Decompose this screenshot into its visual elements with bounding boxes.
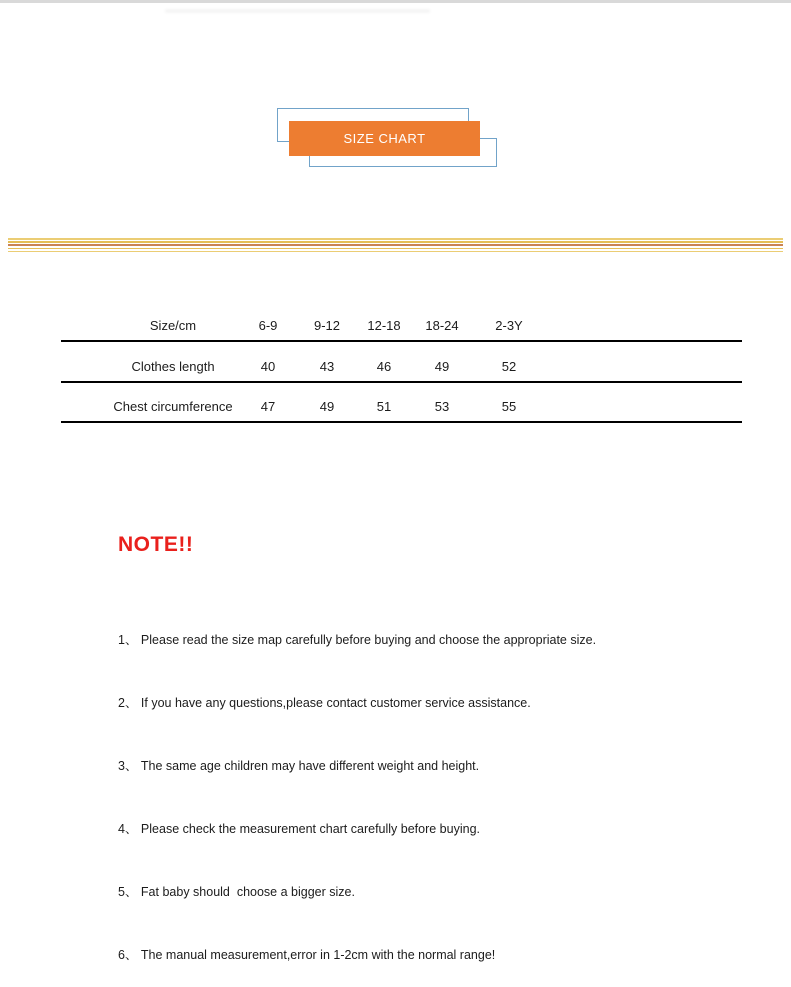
note-item: 1、 Please read the size map carefully before buying and choose the appropriate size.: [118, 633, 597, 647]
table-cell: Chest circumference: [113, 399, 233, 414]
note-item: 3、 The same age children may have different weight and height.: [118, 759, 480, 773]
table-row: [61, 342, 742, 383]
gold-divider: [8, 238, 783, 252]
table-cell: Clothes length: [131, 359, 215, 374]
top-crop-strip: [0, 0, 791, 3]
table-cell: 47: [260, 399, 276, 414]
divider-line: [8, 241, 783, 243]
size-table: [61, 300, 742, 423]
size-chart-label: SIZE CHART: [343, 131, 426, 146]
size-chart-banner: [289, 121, 480, 156]
table-cell: 40: [260, 359, 276, 374]
divider-line: [8, 248, 783, 250]
table-cell: 52: [501, 359, 517, 374]
table-cell: 49: [434, 359, 450, 374]
divider-line: [8, 238, 783, 240]
table-cell: 12-18: [367, 318, 401, 333]
table-cell: 55: [501, 399, 517, 414]
note-item: 4、 Please check the measurement chart carefully before buying.: [118, 822, 480, 836]
table-cell: 6-9: [258, 318, 278, 333]
notes-list: [118, 588, 738, 987]
table-cell: 18-24: [425, 318, 459, 333]
table-cell: Size/cm: [149, 318, 197, 333]
top-faint-smudge: [165, 9, 430, 13]
divider-line: [8, 244, 783, 246]
table-cell: 53: [434, 399, 450, 414]
table-cell: 46: [376, 359, 392, 374]
note-item: 5、 Fat baby should choose a bigger size.: [118, 885, 355, 899]
note-title: NOTE!!: [118, 533, 194, 556]
table-cell: 51: [376, 399, 392, 414]
table-row: [61, 383, 742, 423]
table-cell: 2-3Y: [495, 318, 523, 333]
note-item: 2、 If you have any questions,please contact customer service assistance.: [118, 696, 531, 710]
table-cell: 49: [319, 399, 335, 414]
divider-line: [8, 251, 783, 253]
note-item: 6、 The manual measurement,error in 1-2cm with the normal range!: [118, 948, 496, 962]
table-cell: 9-12: [313, 318, 341, 333]
table-cell: 43: [319, 359, 335, 374]
table-row-header: [61, 300, 742, 342]
